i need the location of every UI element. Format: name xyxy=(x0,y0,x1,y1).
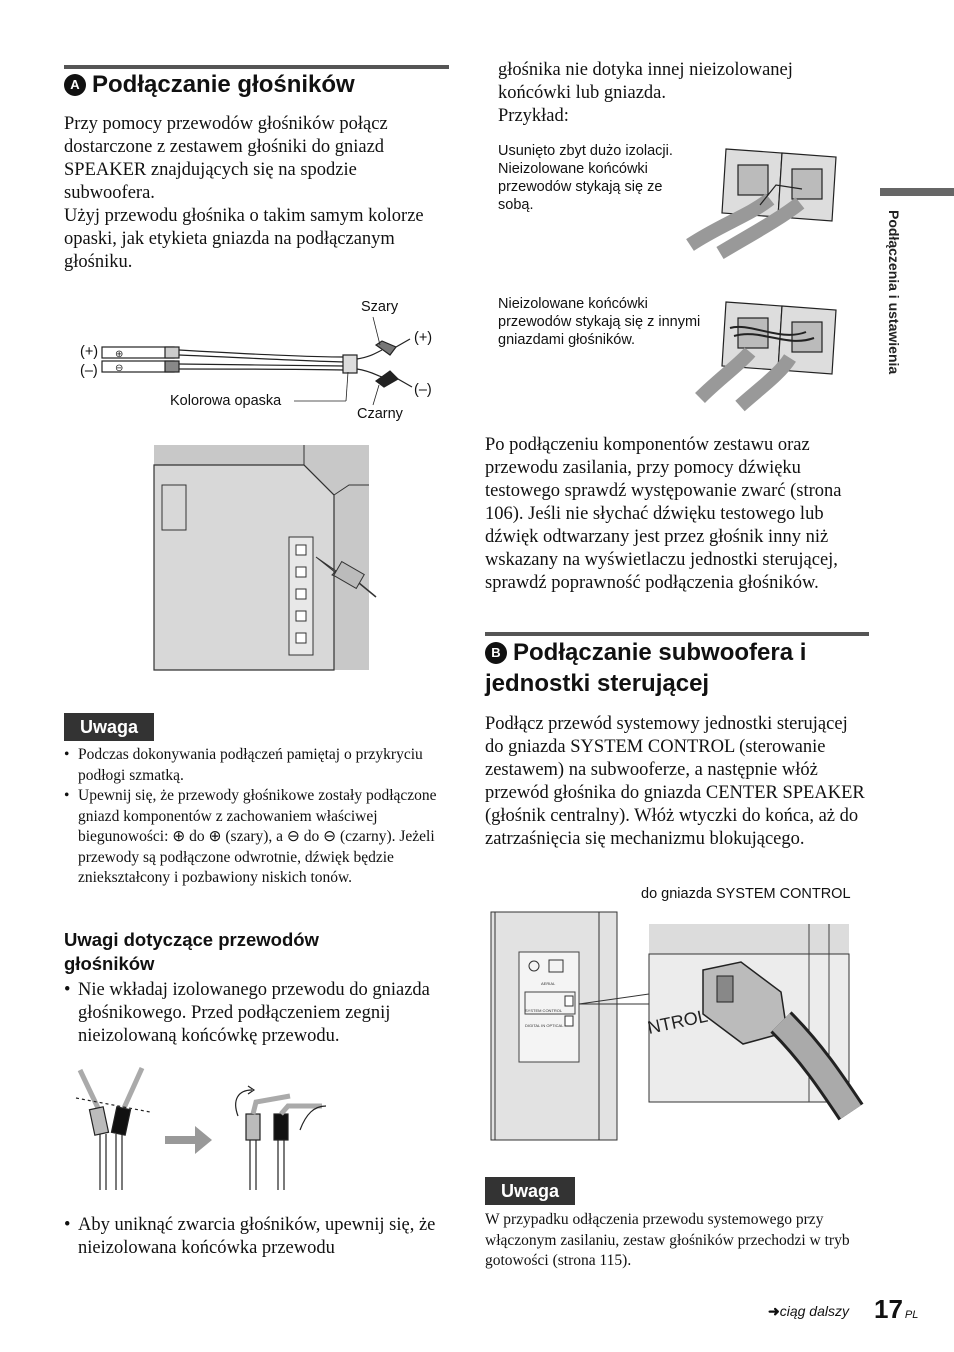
section-b-title-line2: jednostki sterującej xyxy=(485,670,710,697)
example-caption-1: Usunięto zbyt dużo izolacji. Nieizolowane końcówki przewodów stykają się ze sobą. xyxy=(498,143,673,213)
wire-bend-illustration xyxy=(70,1060,340,1195)
terminal-short-illustration-2 xyxy=(690,298,860,408)
label-plus-left: (+) xyxy=(80,344,99,360)
label-gray: Szary xyxy=(361,299,399,315)
label-minus-left: (–) xyxy=(80,363,98,379)
example-caption-2: Nieizolowane końcówki przewodów stykają się z innymi gniazdami głośników. xyxy=(498,296,701,348)
panel-control-text: NTROL xyxy=(645,1005,710,1038)
section-b-body: Podłącz przewód systemowy jednostki sterującej do gniazda SYSTEM CONTROL (sterowanie zestawem) na subwooferze, a następnie włóż przewód głośnika do gniazda CENTER SPEAKER (głośnik centralny). Włóż wtyczki do końca, aż do zatrzaśnięcia się mechanizmu blokującego. xyxy=(485,714,865,849)
note-2-text: W przypadku odłączenia przewodu systemowego przy włączonym zasilaniu, zestaw głośników przechodzi w tryb gotowości (strona 115). xyxy=(485,1211,850,1269)
side-tab-bar xyxy=(880,188,954,196)
panel-small-label-2: SYSTEM CONTROL xyxy=(525,1008,563,1013)
note-1-label: Uwaga xyxy=(64,713,154,741)
right-col-continuation: głośnika nie dotyka innej nieizolowanej końcówki lub gniazda. xyxy=(498,60,793,103)
label-color-band: Kolorowa opaska xyxy=(170,393,282,409)
panel-small-label-3: DIGITAL IN OPTICAL xyxy=(525,1023,564,1028)
section-a-badge: A xyxy=(64,74,86,96)
continued-indicator xyxy=(768,1303,849,1320)
note-1-list xyxy=(64,745,452,889)
wire-notes-title: Uwagi dotyczące przewodów głośników xyxy=(64,929,319,974)
subwoofer-illustration xyxy=(154,445,380,671)
terminal-short-illustration-1 xyxy=(690,145,860,255)
side-tab xyxy=(876,210,906,470)
intro-paragraph-1: Przy pomocy przewodów głośników połącz dostarczone z zestawem głośniki do gniazd SPEAKER znajdujących się na spodzie subwoofera. xyxy=(64,114,388,203)
side-tab-label: Podłączenia i ustawienia xyxy=(886,210,902,375)
label-minus-right: (–) xyxy=(414,382,432,398)
section-b-title-line1: Podłączanie subwoofera i xyxy=(513,639,807,666)
system-control-caption: do gniazda SYSTEM CONTROL xyxy=(641,886,851,902)
note-1-item: • Podczas dokonywania podłączeń pamiętaj o przykryciu podłogi szmatką. xyxy=(64,745,452,786)
wire-note-bullet-2: • Aby uniknąć zwarcia głośników, upewnij się, że nieizolowana końcówka przewodu xyxy=(64,1214,463,1260)
page-lang: PL xyxy=(904,1309,919,1321)
label-black: Czarny xyxy=(357,406,403,422)
after-connect-paragraph: Po podłączeniu komponentów zestawu oraz przewodu zasilania, przy pomocy dźwięku testowego sprawdź występowanie zwarć (strona 106). Jeśli nie słychać dźwięku testowego lub dźwięk odtwarzany jest przez głośnik inny niż wskazany na wyświetlaczu jednostki sterującej, sprawdź poprawność podłączenia głośników. xyxy=(485,435,842,593)
svg-text:⊖: ⊖ xyxy=(115,363,124,374)
section-b-heading xyxy=(485,637,875,699)
label-plus-right: (+) xyxy=(414,330,433,346)
section-b-rule xyxy=(485,632,869,636)
system-control-illustration xyxy=(491,912,853,1142)
continued-label: ciąg dalszy xyxy=(779,1303,849,1319)
section-a-heading xyxy=(64,69,355,100)
example-label: Przykład: xyxy=(498,106,569,126)
section-a-intro xyxy=(64,113,444,274)
panel-small-label-1: AERIAL xyxy=(541,981,556,986)
note-2-label: Uwaga xyxy=(485,1177,575,1205)
arrow-right-icon: ➜ xyxy=(768,1303,780,1319)
page-number xyxy=(874,1294,918,1330)
intro-paragraph-2: Użyj przewodu głośnika o takim samym kolorze opaski, jak etykieta gniazda na podłączanym głośniku. xyxy=(64,206,424,272)
wire-note-bullet-1: • Nie wkładaj izolowanego przewodu do gniazda głośnikowego. Przed podłączeniem zegnij nieizolowaną końcówkę przewodu. xyxy=(64,979,458,1048)
page-number-value: 17 xyxy=(874,1294,903,1324)
section-a-title: Podłączanie głośników xyxy=(92,71,355,98)
note-1-item: • Upewnij się, że przewody głośnikowe zostały podłączone gniazd komponentów z zachowaniem właściwej biegunowości: ⊕ do ⊕ (szary), a ⊖ do ⊖ (czarny). Jeżeli przewody są podłączone odwrotnie, dźwięk będzie zniekształcony i pozbawiony niskich tonów. xyxy=(64,786,452,889)
section-b-badge: B xyxy=(485,642,507,664)
svg-text:⊕: ⊕ xyxy=(115,349,124,360)
